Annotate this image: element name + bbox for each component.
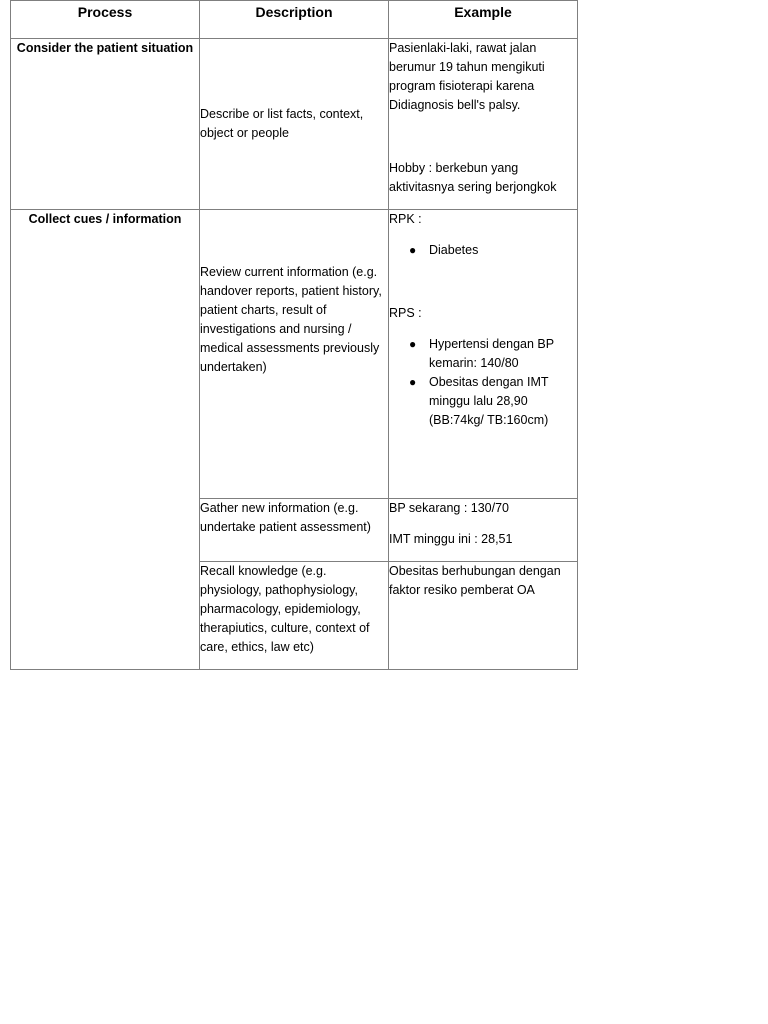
example-text: berumur 19 tahun mengikuti (389, 60, 545, 74)
example-cell (389, 562, 578, 670)
list-item (409, 373, 577, 430)
list-item-text: kemarin: 140/80 (429, 356, 519, 370)
spacer (389, 229, 577, 241)
clinical-reasoning-table (10, 0, 578, 670)
example-cell (389, 39, 578, 210)
process-cell: Consider the patient situation (11, 39, 200, 210)
example-text: BP sekarang : 130/70 (389, 501, 509, 515)
description-cell: Review current information (e.g. handover reports, patient history, patient charts, result of investigations and nursing / medical assessments previously undertaken) (200, 210, 389, 499)
example-text: IMT minggu ini : 28,51 (389, 532, 513, 546)
table-row (11, 210, 578, 499)
header-description: Description (200, 1, 389, 39)
bullet-dot-icon: ● (409, 243, 417, 257)
spacer (389, 115, 577, 159)
example-text: faktor resiko pemberat OA (389, 583, 535, 597)
rps-label: RPS : (389, 306, 422, 320)
example-text: Pasienlaki-laki, rawat jalan (389, 41, 537, 55)
description-cell: Gather new information (e.g. undertake patient assessment) (200, 499, 389, 562)
list-item-text: Obesitas dengan IMT (429, 375, 549, 389)
example-text: aktivitasnya sering berjongkok (389, 180, 557, 194)
example-text: Hobby : berkebun yang (389, 161, 519, 175)
table-row (11, 39, 578, 210)
spacer (389, 323, 577, 335)
header-example: Example (389, 1, 578, 39)
header-row (11, 1, 578, 39)
list-item (409, 241, 577, 260)
list-item-text: Hypertensi dengan BP (429, 337, 555, 351)
list-item-text: (BB:74kg/ TB:160cm) (429, 413, 549, 427)
description-cell: Describe or list facts, context, object or people (200, 39, 389, 210)
description-cell: Recall knowledge (e.g. physiology, pathophysiology, pharmacology, epidemiology, therapiutics, culture, context of care, ethics, law etc) (200, 562, 389, 670)
bullet-dot-icon: ● (409, 337, 417, 351)
rpk-label: RPK : (389, 212, 422, 226)
spacer (389, 260, 577, 304)
process-cell: Collect cues / information (11, 210, 200, 670)
spacer (389, 518, 577, 530)
header-process: Process (11, 1, 200, 39)
example-text: Obesitas berhubungan dengan (389, 564, 561, 578)
example-cell (389, 499, 578, 562)
list-item-text: minggu lalu 28,90 (429, 394, 528, 408)
example-text: program fisioterapi karena (389, 79, 535, 93)
example-cell (389, 210, 578, 499)
rpk-list (389, 241, 577, 260)
list-item (409, 335, 577, 373)
example-text: Didiagnosis bell's palsy. (389, 98, 521, 112)
list-item-text: Diabetes (429, 243, 479, 257)
rps-list (389, 335, 577, 430)
bullet-dot-icon: ● (409, 375, 417, 389)
